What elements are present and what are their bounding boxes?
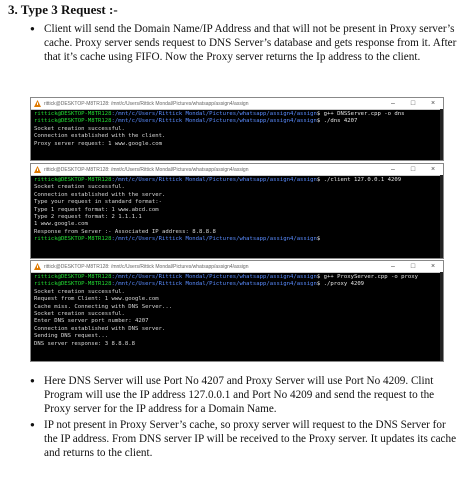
- terminal-line: Type 1 request format: 1 www.abcd.com: [34, 206, 159, 213]
- terminal-prompt-user: rittick@DESKTOP-M8TR128: [34, 111, 112, 117]
- section-heading: 3. Type 3 Request :-: [8, 2, 118, 17]
- terminal-line: Socket creation successful.: [34, 311, 125, 318]
- terminal-prompt-path: :/mnt/c/Users/Rittick Mondal/Pictures/whatsapp/assign4/assign: [111, 118, 317, 125]
- terminal-line: Enter DNS server port number: 4207: [34, 318, 149, 325]
- terminal-line: Connection established with the client.: [34, 133, 166, 140]
- terminal-titlebar[interactable]: [31, 98, 443, 110]
- terminal-line: Type 2 request format: 2 1.1.1.1: [34, 214, 142, 221]
- terminal-title: rittick@DESKTOP-M8TR128: /mnt/c/Users/Rittick Mondal/Pictures/whatsapp/assign4/assign: [44, 263, 249, 270]
- terminal-line: DNS server response: 3 8.8.8.8: [34, 340, 136, 347]
- terminal-line: [34, 274, 440, 281]
- terminal-prompt-user: rittick@DESKTOP-M8TR128: [34, 177, 112, 183]
- terminal-command: $ ./proxy 4209: [316, 281, 365, 288]
- terminal-line: Connection established with the server.: [34, 191, 166, 198]
- close-button[interactable]: ×: [430, 100, 436, 107]
- terminal-line: Cache miss. Connecting with DNS Server...: [34, 303, 173, 310]
- terminal-line: Proxy server request: 1 www.google.com: [34, 140, 162, 147]
- terminal-command: $ g++ DNSServer.cpp -o dns: [316, 111, 405, 117]
- terminal-line: [34, 236, 440, 243]
- terminal-prompt-user: rittick@DESKTOP-M8TR128: [34, 236, 112, 243]
- terminal-title: rittick@DESKTOP-M8TR128: /mnt/c/Users/Rittick Mondal/Pictures/whatsapp/assign4/assign: [44, 100, 249, 107]
- terminal-scrollbar[interactable]: [440, 175, 443, 258]
- terminal-command: $: [316, 236, 321, 243]
- terminal-line: [34, 281, 440, 288]
- terminal-line: Request from Client: 1 www.google.com: [34, 296, 159, 303]
- terminal-line: Socket creation successful.: [34, 288, 125, 295]
- maximize-button[interactable]: □: [410, 166, 416, 173]
- terminal-line: 1 www.google.com: [34, 221, 88, 228]
- terminal-output[interactable]: [31, 176, 443, 245]
- terminal-window-proxy[interactable]: [30, 260, 444, 362]
- terminal-titlebar[interactable]: [31, 261, 443, 273]
- terminal-command: $ ./dns 4207: [316, 118, 358, 125]
- intro-bullet: ● Client will send the Domain Name/IP Address and that will not be present in Proxy server’s cache. Proxy server sends request to DNS Server’s database and gets response from it. After that it’s cache using FIFO. Now the Proxy server returns the Ip address to the client.: [44, 22, 460, 64]
- explanation-list: [44, 374, 460, 462]
- terminal-window-client[interactable]: [30, 163, 444, 259]
- terminal-icon: [34, 263, 41, 270]
- terminal-line: [34, 111, 440, 118]
- terminal-prompt-path: :/mnt/c/Users/Rittick Mondal/Pictures/whatsapp/assign4/assign: [111, 274, 317, 280]
- terminal-command: $ g++ ProxyServer.cpp -o proxy: [316, 274, 418, 280]
- close-button[interactable]: ×: [430, 263, 436, 270]
- terminal-prompt-path: :/mnt/c/Users/Rittick Mondal/Pictures/whatsapp/assign4/assign: [111, 177, 317, 183]
- minimize-button[interactable]: –: [391, 166, 395, 173]
- close-button[interactable]: ×: [430, 166, 436, 173]
- terminal-line: Socket creation successful.: [34, 125, 125, 132]
- explanation-bullet-ports: ● Here DNS Server will use Port No 4207 and Proxy Server will use Port No 4209. Clint Program will use the IP address 127.0.0.1 and Port No 4209 and send the request to the Proxy server for the IP address for a Domain Name.: [44, 374, 460, 416]
- terminal-prompt-path: :/mnt/c/Users/Rittick Mondal/Pictures/whatsapp/assign4/assign: [111, 281, 317, 288]
- terminal-titlebar[interactable]: [31, 164, 443, 176]
- terminal-line: [34, 177, 440, 184]
- terminal-line: Sending DNS request...: [34, 333, 109, 340]
- terminal-prompt-user: rittick@DESKTOP-M8TR128: [34, 118, 112, 125]
- terminal-output[interactable]: [31, 273, 443, 349]
- minimize-button[interactable]: –: [391, 263, 395, 270]
- terminal-line: Response from Server :- Associated IP address: 8.8.8.8: [34, 228, 216, 235]
- minimize-button[interactable]: –: [391, 100, 395, 107]
- terminal-title: rittick@DESKTOP-M8TR128: /mnt/c/Users/Rittick Mondal/Pictures/whatsapp/assign4/assign: [44, 166, 249, 173]
- terminal-output[interactable]: [31, 110, 443, 149]
- terminal-prompt-user: rittick@DESKTOP-M8TR128: [34, 274, 112, 280]
- terminal-icon: [34, 100, 41, 107]
- terminal-window-dns[interactable]: [30, 97, 444, 161]
- maximize-button[interactable]: □: [410, 263, 416, 270]
- terminal-icon: [34, 166, 41, 173]
- terminal-scrollbar[interactable]: [440, 272, 443, 361]
- terminal-prompt-user: rittick@DESKTOP-M8TR128: [34, 281, 112, 288]
- terminal-command: $ ./client 127.0.0.1 4209: [316, 177, 402, 183]
- terminal-line: Socket creation successful.: [34, 184, 125, 191]
- explanation-bullet-cache: ● IP not present in Proxy Server’s cache, so proxy server will request to the DNS Server for the IP address. From DNS server IP will be received to the Proxy server. It updates its cache and returns to the client.: [44, 418, 460, 460]
- intro-list: [44, 22, 460, 64]
- terminal-line: Type your request in standard format:-: [34, 199, 162, 206]
- terminal-prompt-path: :/mnt/c/Users/Rittick Mondal/Pictures/whatsapp/assign4/assign: [111, 111, 317, 117]
- terminal-prompt-path: :/mnt/c/Users/Rittick Mondal/Pictures/whatsapp/assign4/assign: [111, 236, 317, 243]
- maximize-button[interactable]: □: [410, 100, 416, 107]
- terminal-scrollbar[interactable]: [440, 109, 443, 160]
- terminal-line: Connection established with DNS server.: [34, 325, 166, 332]
- terminal-line: [34, 118, 440, 125]
